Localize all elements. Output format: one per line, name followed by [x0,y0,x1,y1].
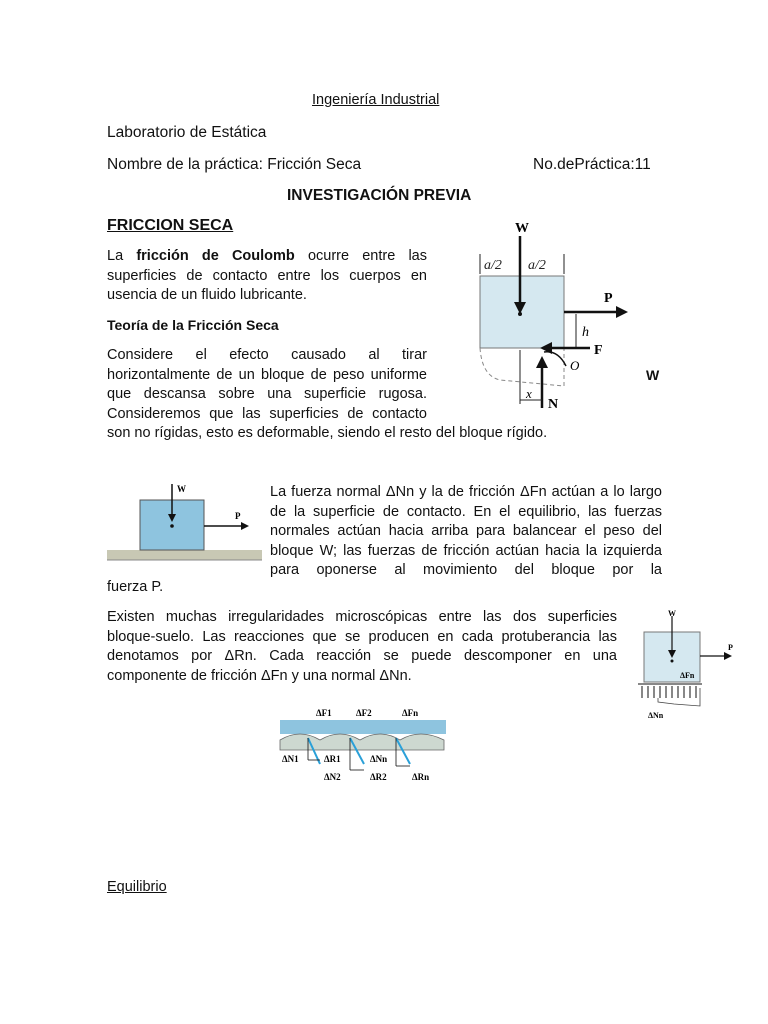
ground-surface [280,734,444,750]
theory-paragraph-2: son no rígidas, esto es deformable, siendo el resto del bloque rígido. [107,425,548,441]
n1-label: ΔN1 [282,754,299,764]
distributed-forces-diagram [628,606,748,722]
block [480,276,564,348]
lab-title: Laboratorio de Estática [107,124,267,141]
pull-force-label: P [235,511,241,521]
nn-label: ΔNn [370,754,388,764]
r1-label: ΔR1 [324,754,341,764]
dim-a1-label: a/2 [484,258,502,273]
weight-label: W [515,221,529,236]
friction-force-label: F [594,343,603,358]
theory-heading: Teoría de la Fricción Seca [107,317,279,333]
n2-label: ΔN2 [324,772,341,782]
height-label: h [582,325,589,340]
coulomb-term: fricción de Coulomb [136,248,295,264]
theory-paragraph-1: Considere el efecto causado al tirar horizontalmente de un bloque de peso uniforme que descansa sobre una superficie rugosa. Consideremos que las superficies de contacto [107,347,427,422]
section-title: INVESTIGACIÓN PREVIA [287,187,472,204]
side-w-label: W [646,367,660,383]
fn-label: ΔFn [402,708,419,718]
f2-label: ΔF2 [356,708,372,718]
pull-force-label: P [604,291,613,306]
dim-a2-label: a/2 [528,258,546,273]
equilibrio-heading: Equilibrio [107,879,167,895]
irregularities-diagram [278,704,448,790]
forces-paragraph: La fuerza normal ΔNn y la de fricción ΔFn actúan a lo largo de la superficie de contacto. En el equilibrio, las fuerzas normales actúan hacia arriba para balancear el peso del bloque W; las fuerzas de fricción actúan hacia la izquierda para oponerse al movimiento del bloque por la [270,484,662,578]
irregularities-paragraph: Existen muchas irregularidades microscópicas entre las dos superficies bloque-suelo. Las reacciones que se producen en cada protuberancia las denotamos por ΔRn. Cada reacción se puede descomponer en una componente de fricción ΔFn y una normal ΔNn. [107,609,617,684]
friction-label: ΔFn [680,671,695,680]
practice-number: No.dePráctica:11 [533,156,651,173]
career-title: Ingeniería Industrial [312,92,440,108]
rn-label: ΔRn [412,772,430,782]
f1-label: ΔF1 [316,708,332,718]
subtitle: FRICCION SECA [107,217,234,234]
weight-label: W [668,609,676,618]
block-strip [280,720,446,734]
weight-label: W [177,484,186,494]
block-force-diagram [440,218,670,418]
r2-label: ΔR2 [370,772,387,782]
x-distance-label: x [526,386,532,401]
forces-paragraph-end: fuerza P. [107,579,164,595]
intro-start: La [107,248,137,264]
pull-force-label: P [728,643,733,652]
point-o-label: O [570,358,580,373]
practice-name: Nombre de la práctica: Fricción Seca [107,156,362,173]
ground [107,550,262,560]
normal-force-label: N [548,397,559,412]
block-on-surface-diagram [107,464,262,564]
intro-end: ocurre entre las superficies de contacto entre los cuerpos en usencia de un fluido lubricante. [107,248,427,303]
normal-label: ΔNn [648,711,664,720]
intro-paragraph [107,247,427,306]
